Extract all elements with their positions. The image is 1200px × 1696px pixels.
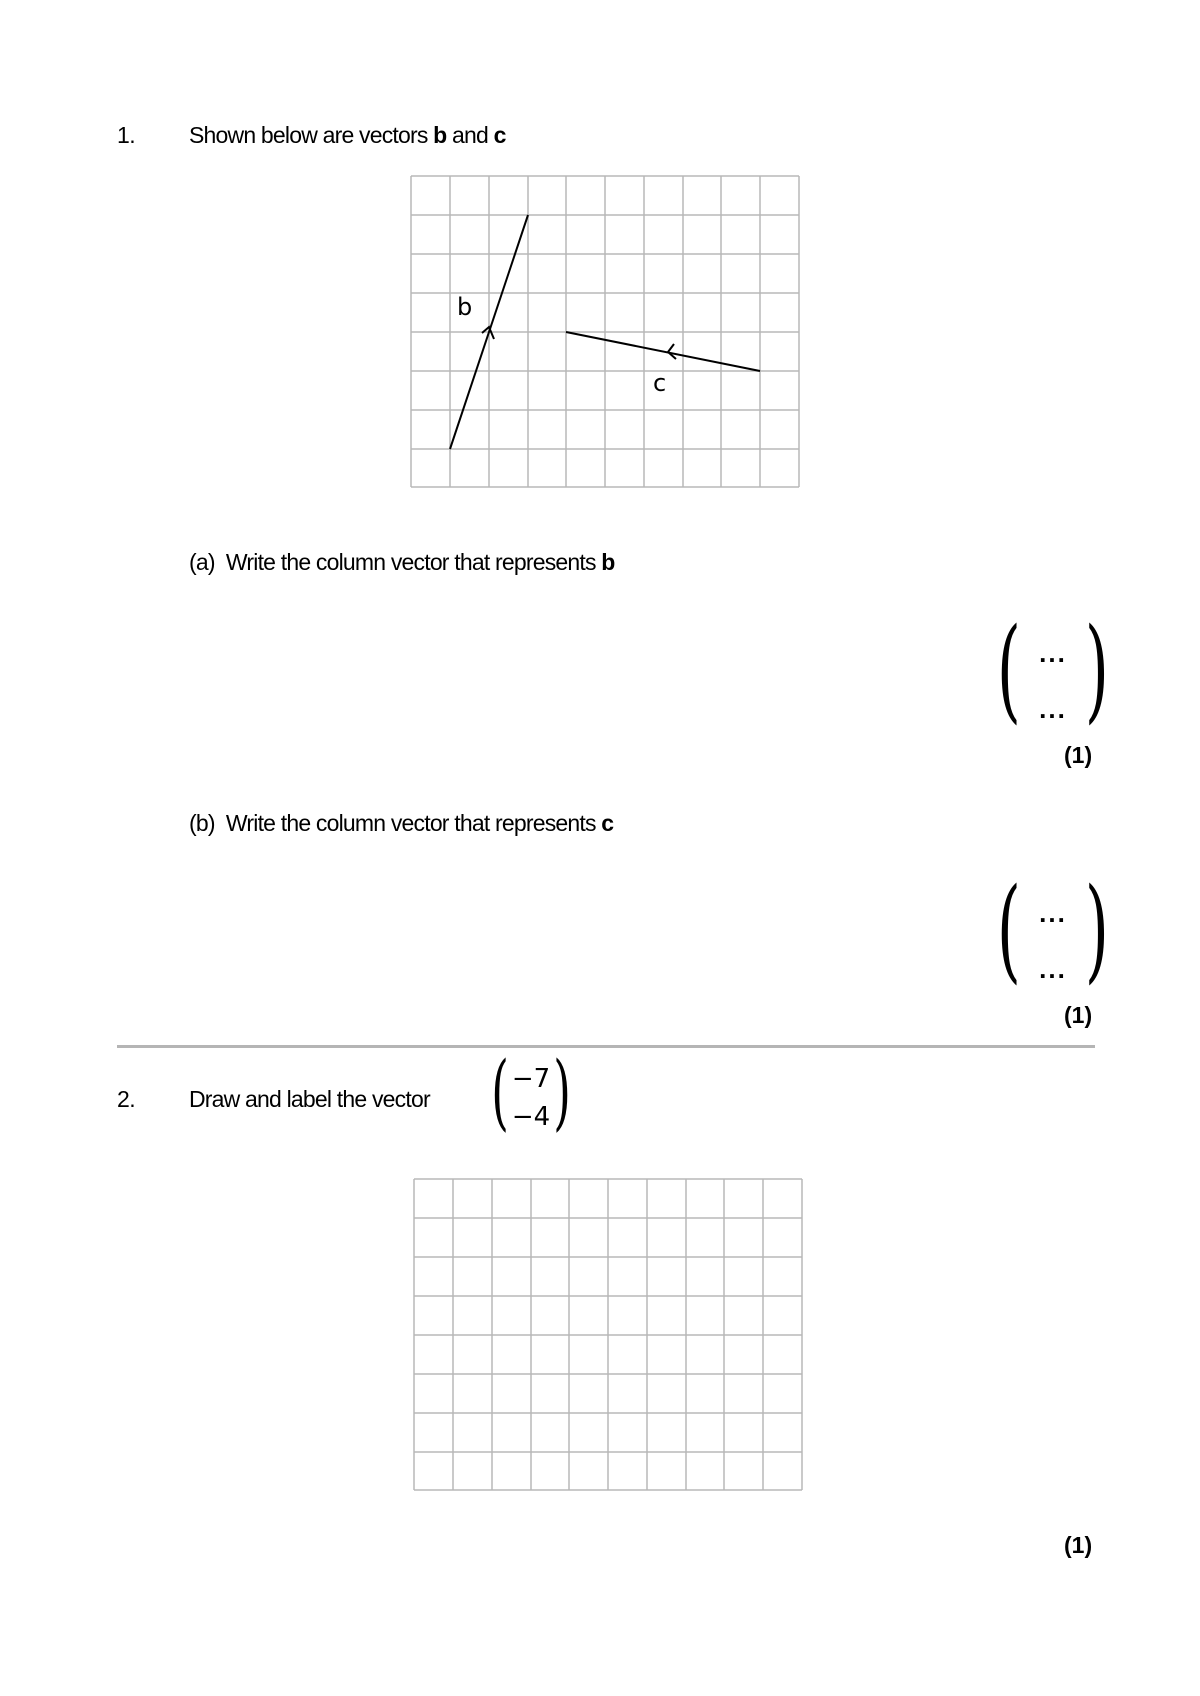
q1-part-b-answer-bottom[interactable]: ... <box>1039 954 1067 984</box>
q2-vector-top: −7 <box>511 1064 551 1094</box>
q1-vector-b: b <box>433 122 447 148</box>
q1-text-and: and <box>446 122 494 148</box>
q1-part-b-question: Write the column vector that represents <box>225 810 602 836</box>
q2-drawing-grid[interactable] <box>413 1178 805 1492</box>
vector-c-line <box>566 332 760 371</box>
q1-part-b-answer-vector[interactable] <box>995 865 1111 995</box>
right-paren: ) <box>1085 865 1110 995</box>
q2-vector-bottom: −4 <box>511 1102 551 1132</box>
q1-part-a-answer-top[interactable]: ... <box>1039 638 1067 668</box>
q1-part-a-text <box>189 549 615 576</box>
q1-part-b-label: (b) <box>189 810 215 836</box>
question-2-text: Draw and label the vector <box>189 1086 430 1112</box>
vector-c-arrow <box>668 344 676 359</box>
question-2-number: 2. <box>117 1086 136 1112</box>
q1-part-a-bold: b <box>601 549 615 575</box>
question-1-text <box>189 122 506 149</box>
q1-part-b-bold: c <box>601 810 614 836</box>
q1-part-a-marks: (1) <box>1064 742 1093 768</box>
right-paren: ) <box>1085 605 1110 735</box>
right-paren: ) <box>553 1045 571 1140</box>
q1-part-a-answer-bottom[interactable]: ... <box>1039 694 1067 724</box>
q2-given-vector <box>488 1045 574 1140</box>
q1-part-a-question: Write the column vector that represents <box>225 549 602 575</box>
q1-vector-grid <box>410 175 802 489</box>
vector-c-label: c <box>653 369 667 397</box>
left-paren: ( <box>996 605 1021 735</box>
question-1-number: 1. <box>117 122 136 148</box>
q1-part-a-answer-vector[interactable] <box>995 605 1111 735</box>
q1-part-a-label: (a) <box>189 549 215 575</box>
q1-vector-c: c <box>493 122 506 148</box>
q2-marks: (1) <box>1064 1532 1093 1558</box>
q1-part-b-answer-top[interactable]: ... <box>1039 898 1067 928</box>
q1-part-b-marks: (1) <box>1064 1002 1093 1028</box>
q1-part-b-text <box>189 810 613 837</box>
question-divider <box>117 1045 1095 1048</box>
q2-grid-lines <box>414 1179 802 1490</box>
q1-grid-lines <box>411 176 799 487</box>
q1-text-prefix: Shown below are vectors <box>189 122 434 148</box>
left-paren: ( <box>491 1045 509 1140</box>
left-paren: ( <box>996 865 1021 995</box>
vector-b-label: b <box>457 293 473 321</box>
